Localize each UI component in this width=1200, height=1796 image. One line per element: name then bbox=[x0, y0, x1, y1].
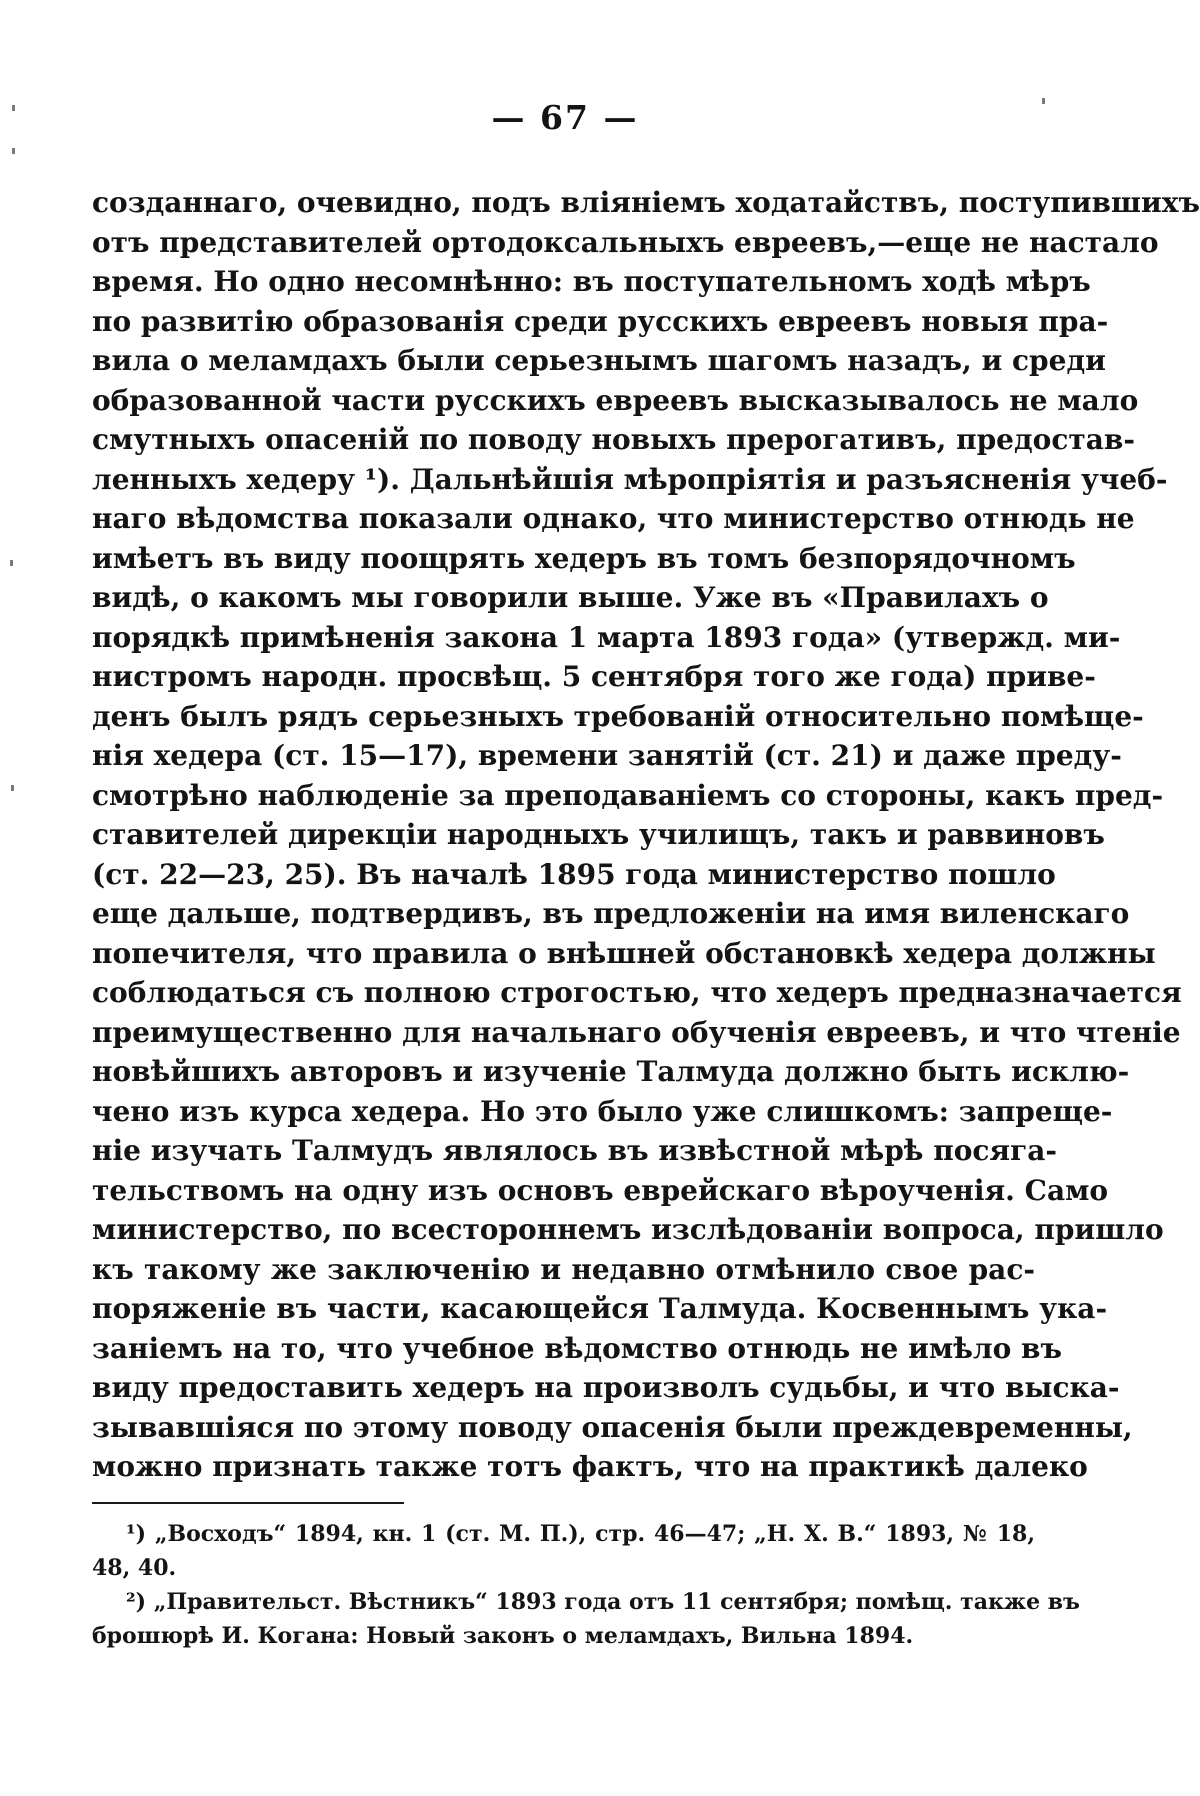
footnote-mark: ²) bbox=[126, 1589, 147, 1615]
text-line: видѣ, о какомъ мы говорили выше. Уже въ «Правилахъ о bbox=[92, 581, 1049, 614]
text-line: можно признать также тотъ фактъ, что на практикѣ далеко bbox=[92, 1450, 1088, 1483]
text-line: созданнаго, очевидно, подъ вліяніемъ ходатайствъ, поступившихъ bbox=[92, 186, 1200, 219]
footnote-2 bbox=[92, 1585, 1080, 1653]
text-line: виду предоставить хедеръ на произволъ судьбы, и что выска- bbox=[92, 1371, 1120, 1404]
footnote-mark: ¹) bbox=[126, 1521, 147, 1547]
text-line: министерство, по всестороннемъ изслѣдованіи вопроса, пришло bbox=[92, 1213, 1164, 1246]
footnote-1 bbox=[92, 1517, 1035, 1585]
text-line: нистромъ народн. просвѣщ. 5 сентября того же года) приве- bbox=[92, 660, 1096, 693]
text-line: ставителей дирекціи народныхъ училищъ, такъ и раввиновъ bbox=[92, 818, 1105, 851]
text-line: ніе изучать Талмудъ являлось въ извѣстной мѣрѣ посяга- bbox=[92, 1134, 1058, 1167]
main-text bbox=[92, 183, 1200, 1487]
scan-speck bbox=[12, 105, 15, 111]
text-line: наго вѣдомства показали однако, что министерство отнюдь не bbox=[92, 502, 1135, 535]
text-line: порядкѣ примѣненія закона 1 марта 1893 года» (утвержд. ми- bbox=[92, 620, 1121, 654]
text-line: новѣйшихъ авторовъ и изученіе Талмуда должно быть исклю- bbox=[92, 1055, 1130, 1088]
footnote-line: брошюрѣ И. Когана: Новый законъ о меламдахъ, Вильна 1894. bbox=[92, 1623, 914, 1649]
text-line: смотрѣно наблюденіе за преподаваніемъ со стороны, какъ пред- bbox=[92, 778, 1164, 812]
text-line: (ст. 22—23, 25). Въ началѣ 1895 года министерство пошло bbox=[92, 857, 1056, 891]
scan-speck bbox=[1042, 98, 1045, 104]
footnote-line: 48, 40. bbox=[92, 1555, 177, 1581]
text-line: заніемъ на то, что учебное вѣдомство отнюдь не имѣло въ bbox=[92, 1331, 1062, 1365]
text-line: отъ представителей ортодоксальныхъ евреевъ,—еще не настало bbox=[92, 225, 1159, 259]
text-line: вила о меламдахъ были серьезнымъ шагомъ назадъ, и среди bbox=[92, 344, 1106, 377]
text-line: зывавшіяся по этому поводу опасенія были преждевременны, bbox=[92, 1410, 1133, 1444]
text-line: время. Но одно несомнѣнно: въ поступательномъ ходѣ мѣръ bbox=[92, 265, 1091, 298]
text-line: попечителя, что правила о внѣшней обстановкѣ хедера должны bbox=[92, 936, 1156, 970]
scan-speck bbox=[11, 785, 14, 791]
text-line: по развитію образованія среди русскихъ евреевъ новыя пра- bbox=[92, 304, 1109, 338]
text-line: преимущественно для начальнаго обученія евреевъ, и что чтеніе bbox=[92, 1015, 1181, 1049]
footnotes bbox=[92, 1517, 1080, 1653]
text-line: нія хедера (ст. 15—17), времени занятій (ст. 21) и даже преду- bbox=[92, 739, 1122, 772]
scan-speck bbox=[12, 148, 15, 154]
text-line: денъ былъ рядъ серьезныхъ требованій относительно помѣще- bbox=[92, 699, 1144, 733]
scan-speck bbox=[10, 560, 13, 566]
footnote-line bbox=[92, 1517, 1035, 1551]
text-line: тельствомъ на одну изъ основъ еврейскаго вѣроученія. Само bbox=[92, 1173, 1109, 1207]
text-line: чено изъ курса хедера. Но это было уже слишкомъ: запреще- bbox=[92, 1094, 1113, 1128]
text-line: образованной части русскихъ евреевъ высказывалось не мало bbox=[92, 383, 1139, 417]
text-line: поряженіе въ части, касающейся Талмуда. Косвеннымъ ука- bbox=[92, 1292, 1108, 1325]
footnote-separator bbox=[92, 1502, 404, 1504]
footnote-text: „Правительст. Вѣстникъ“ 1893 года отъ 11 сентября; помѣщ. также въ bbox=[153, 1589, 1080, 1615]
page-number: — 67 — bbox=[491, 98, 639, 137]
text-line: ленныхъ хедеру ¹). Дальнѣйшія мѣропріятія и разъясненія учеб- bbox=[92, 462, 1168, 496]
text-line: еще дальше, подтвердивъ, въ предложеніи на имя виленскаго bbox=[92, 897, 1130, 930]
footnote-text: „Восходъ“ 1894, кн. 1 (ст. М. П.), стр. 46—47; „Н. Х. В.“ 1893, № 18, bbox=[154, 1521, 1035, 1547]
footnote-line bbox=[92, 1585, 1080, 1619]
text-line: смутныхъ опасеній по поводу новыхъ прерогативъ, предостав- bbox=[92, 423, 1135, 456]
text-line: соблюдаться съ полною строгостью, что хедеръ предназначается bbox=[92, 976, 1182, 1009]
text-line: имѣетъ въ виду поощрять хедеръ въ томъ безпорядочномъ bbox=[92, 541, 1076, 575]
text-line: къ такому же заключенію и недавно отмѣнило свое рас- bbox=[92, 1252, 1035, 1286]
